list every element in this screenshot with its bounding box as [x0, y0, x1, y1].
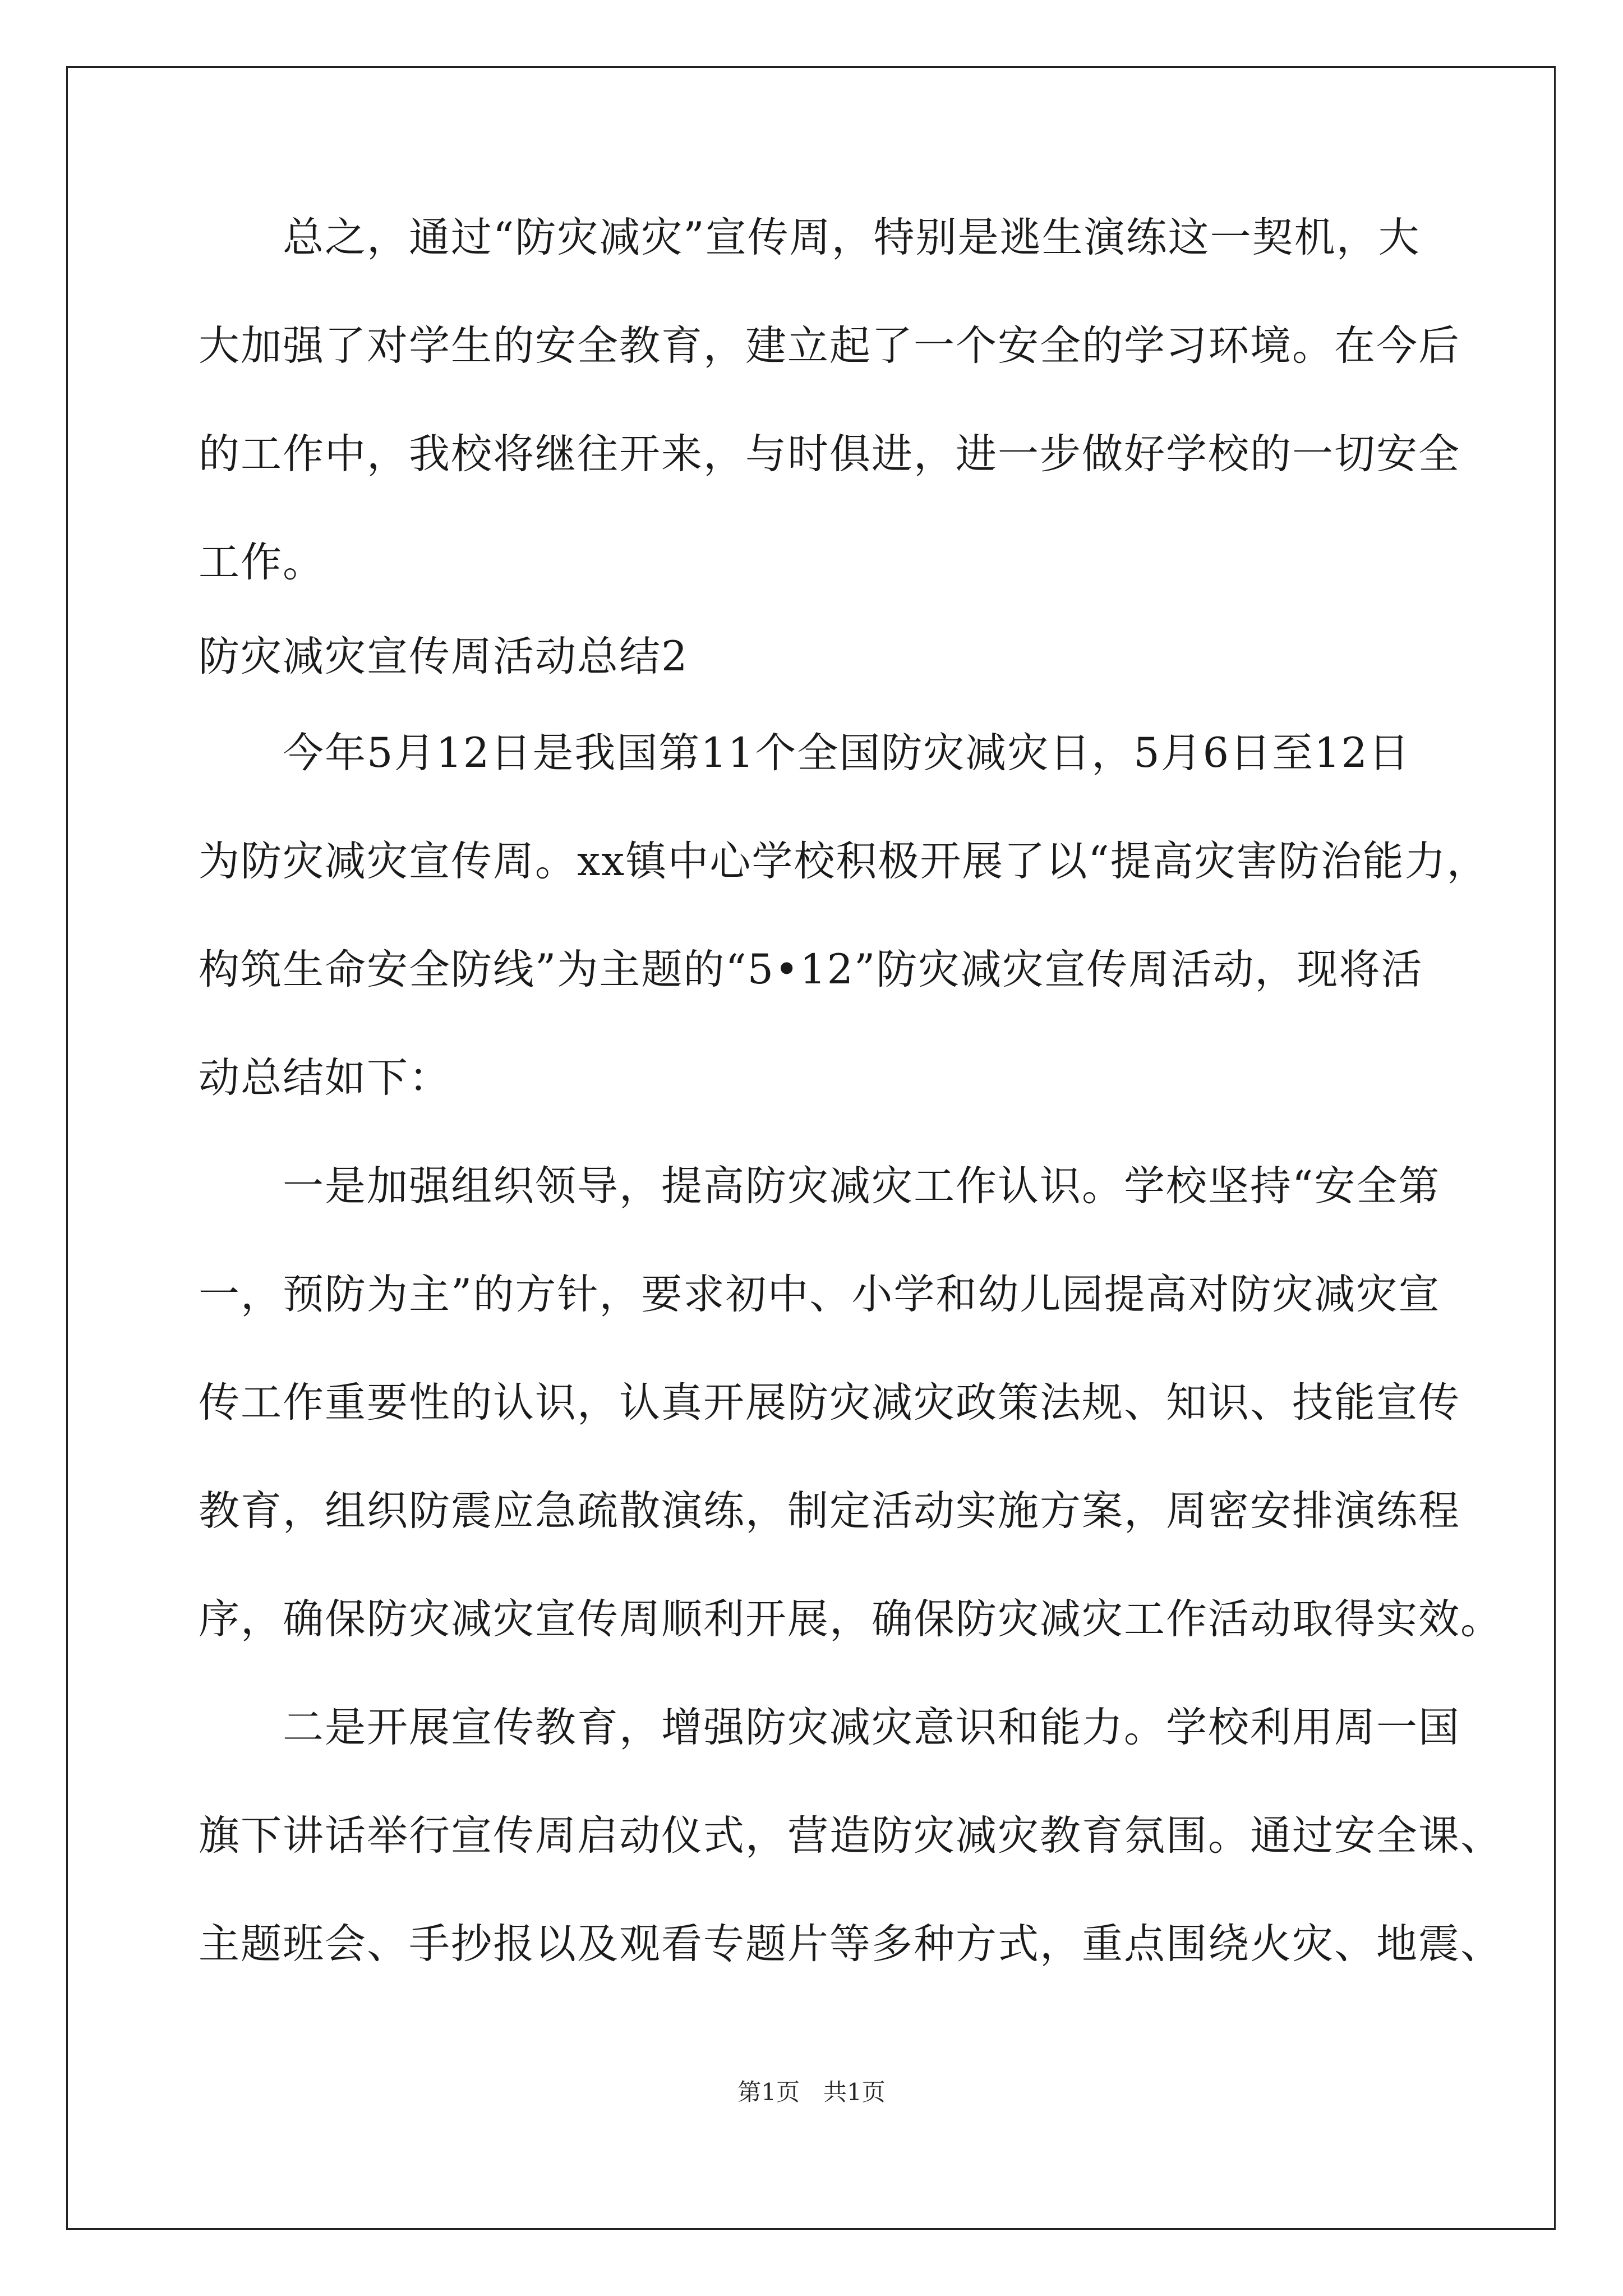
- paragraph-line: 主题班会、手抄报以及观看专题片等多种方式，重点围绕火灾、地震、: [199, 1920, 1502, 1968]
- paragraph-line: 教育，组织防震应急疏散演练，制定活动实施方案，周密安排演练程: [199, 1487, 1460, 1535]
- paragraph-line: 序，确保防灾减灾宣传周顺利开展，确保防灾减灾工作活动取得实效。: [199, 1595, 1502, 1643]
- paragraph-line: 动总结如下：: [199, 1054, 451, 1102]
- paragraph-line: 大加强了对学生的安全教育，建立起了一个安全的学习环境。在今后: [199, 322, 1460, 370]
- paragraph-line: 一，预防为主”的方针，要求初中、小学和幼儿园提高对防灾减灾宣: [199, 1271, 1441, 1318]
- paragraph-line: 一是加强组织领导，提高防灾减灾工作认识。学校坚持“安全第: [199, 1162, 1441, 1210]
- paragraph-line: 二是开展宣传教育，增强防灾减灾意识和能力。学校利用周一国: [199, 1704, 1460, 1751]
- paragraph-line: 的工作中，我校将继往开来，与时俱进，进一步做好学校的一切安全: [199, 430, 1460, 478]
- page-footer: 第1页 共1页: [737, 2078, 886, 2106]
- paragraph-line: 今年5月12日是我国第11个全国防灾减灾日，5月6日至12日: [199, 729, 1411, 777]
- paragraph-line: 为防灾减灾宣传周。xx镇中心学校积极开展了以“提高灾害防治能力，: [199, 838, 1489, 885]
- paragraph-line: 工作。: [199, 539, 325, 586]
- page-border: [66, 66, 1556, 2230]
- paragraph-line: 传工作重要性的认识，认真开展防灾减灾政策法规、知识、技能宣传: [199, 1379, 1460, 1427]
- paragraph-line: 旗下讲话举行宣传周启动仪式，营造防灾减灾教育氛围。通过安全课、: [199, 1812, 1502, 1860]
- section-heading: 防灾减灾宣传周活动总结2: [199, 633, 689, 680]
- paragraph-line: 构筑生命安全防线”为主题的“5•12”防灾减灾宣传周活动，现将活: [199, 946, 1423, 993]
- paragraph-line: 总之，通过“防灾减灾”宣传周，特别是逃生演练这一契机，大: [199, 214, 1421, 261]
